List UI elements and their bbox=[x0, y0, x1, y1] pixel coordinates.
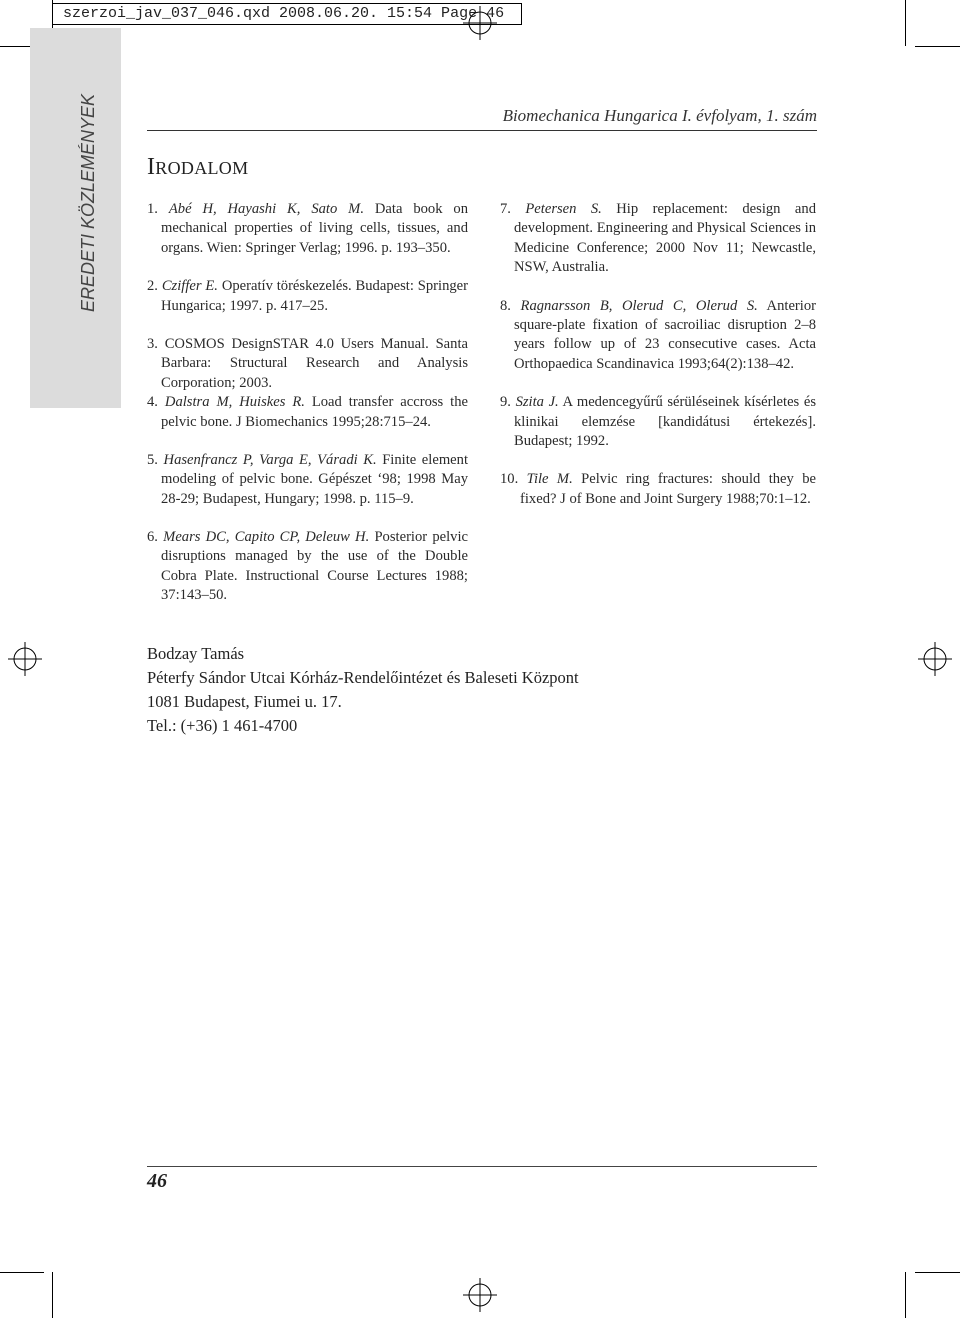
reference-list-left bbox=[147, 200, 468, 528]
reference-item: 3. COSMOS DesignSTAR 4.0 Users Manual. Santa Barbara: Structural Research and Analysis Corporation; 2003. bbox=[147, 336, 468, 391]
reference-item: 1. Abé H, Hayashi K, Sato M. Data book on mechanical properties of living cells, tissues, and organs. Wien: Springer Verlag; 1996. p. 193–350. bbox=[147, 201, 468, 256]
crop-mark bbox=[0, 1272, 44, 1273]
section-title bbox=[147, 154, 248, 181]
reference-item: 7. Petersen S. Hip replacement: design and development. Engineering and Physical Sciences in Medicine Conference; 2000 Nov 11; Newcastle, NSW, Australia. bbox=[500, 201, 816, 276]
reference-item: 8. Ragnarsson B, Olerud C, Olerud S. Anterior square-plate fixation of sacroiliac disruption 2–8 years follow up of 23 consecutive cases. Acta Orthopaedica Scandinavica 1993;64(2):138–42. bbox=[500, 297, 816, 372]
reference-list-left-continued bbox=[147, 528, 468, 625]
author-address: 1081 Budapest, Fiumei u. 17. bbox=[147, 692, 342, 711]
reference-item: 2. Cziffer E. Operatív töréskezelés. Budapest: Springer Hungarica; 1997. p. 417–25. bbox=[147, 278, 469, 314]
author-name: Bodzay Tamás bbox=[147, 644, 245, 663]
header-rule bbox=[147, 130, 817, 131]
registration-mark-icon bbox=[8, 642, 42, 676]
section-title-rest: RODALOM bbox=[155, 158, 249, 178]
sidebar-label: EREDETI KÖZLEMÉNYEK bbox=[78, 93, 98, 312]
author-contact bbox=[147, 642, 579, 738]
reference-item: 6. Mears DC, Capito CP, Deleuw H. Posterior pelvic disruptions managed by the use of the Double Cobra Plate. Instructional Course Lectures 1988; 37:143–50. bbox=[147, 529, 468, 604]
author-phone: Tel.: (+36) 1 461-4700 bbox=[147, 716, 298, 735]
footer-rule bbox=[147, 1166, 817, 1167]
crop-mark bbox=[52, 1272, 53, 1318]
print-slug: szerzoi_jav_037_046.qxd 2008.06.20. 15:54 Page 46 bbox=[52, 3, 522, 25]
registration-mark-icon bbox=[463, 1278, 497, 1312]
section-title-initial: I bbox=[147, 154, 156, 180]
author-institution: Péterfy Sándor Utcai Kórház-Rendelőintézet és Baleseti Központ bbox=[147, 668, 579, 687]
crop-mark bbox=[905, 0, 906, 46]
reference-item: 5. Hasenfrancz P, Varga E, Váradi K. Finite element modeling of pelvic bone. Gépészet ‘98; 1998 May 28-29; Budapest, Hungary; 1998. p. 115–9. bbox=[147, 452, 468, 507]
reference-item: 10. Tile M. Pelvic ring fractures: should they be fixed? J of Bone and Joint Surgery 1988;70:1–12. bbox=[500, 471, 816, 507]
reference-item: 9. Szita J. A medencegyűrű sérüléseinek kísérletes és klinikai elemzése [kandidátusi értekezés]. Budapest; 1992. bbox=[500, 394, 816, 450]
registration-mark-icon bbox=[918, 642, 952, 676]
crop-mark bbox=[915, 1272, 960, 1273]
crop-mark bbox=[915, 46, 960, 47]
reference-list-right bbox=[500, 200, 816, 528]
reference-item: 4. Dalstra M, Huiskes R. Load transfer accross the pelvic bone. J Biomechanics 1995;28:715–24. bbox=[147, 394, 468, 430]
crop-mark bbox=[905, 1272, 906, 1318]
registration-mark-icon bbox=[463, 6, 497, 40]
section-sidebar bbox=[30, 28, 121, 408]
page-number: 46 bbox=[147, 1170, 167, 1192]
running-header: Biomechanica Hungarica I. évfolyam, 1. szám bbox=[502, 106, 817, 125]
